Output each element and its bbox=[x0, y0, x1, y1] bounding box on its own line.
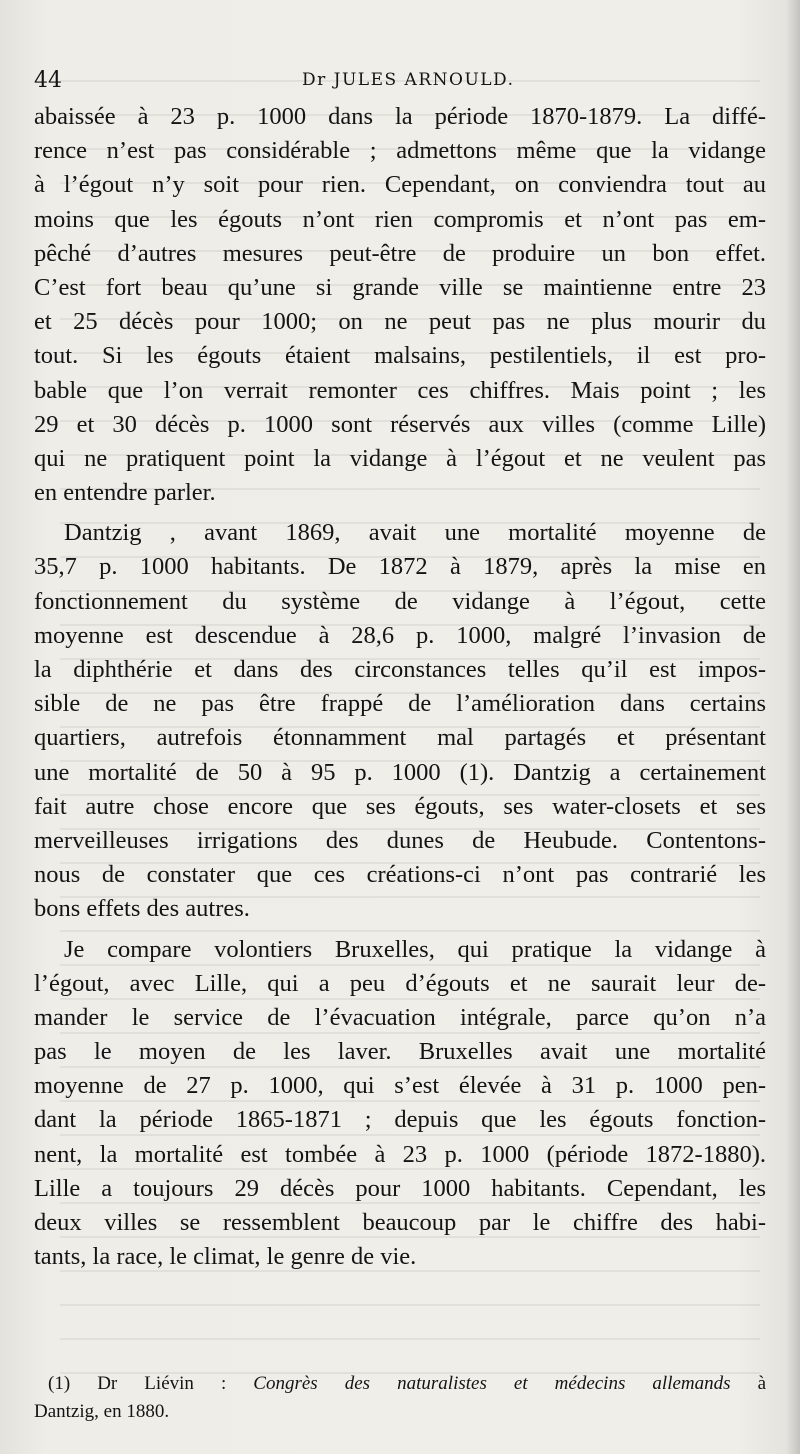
text-line: une mortalité de 50 à 95 p. 1000 (1). Dantzig a certainement bbox=[34, 758, 766, 786]
text-line: la diphthérie et dans des circonstances telles qu’il est impos- bbox=[34, 656, 766, 683]
text-line: bons effets des autres. bbox=[34, 895, 250, 923]
footnote bbox=[34, 1370, 766, 1426]
text-line: tout. Si les égouts étaient malsains, pestilentiels, il est pro- bbox=[34, 342, 766, 370]
running-head: Dr JULES ARNOULD. bbox=[302, 70, 515, 90]
text-line: dant la période 1865-1871 ; depuis que les égouts fonction- bbox=[34, 1106, 766, 1134]
text-line: moyenne est descendue à 28,6 p. 1000, malgré l’invasion de bbox=[34, 621, 766, 649]
text-line: merveilleuses irrigations des dunes de Heubude. Contentons- bbox=[34, 826, 766, 854]
footnote-marker: (1) Dr Liévin : bbox=[48, 1373, 254, 1394]
text-line: rence n’est pas considérable ; admettons même que la vidange bbox=[34, 137, 766, 165]
footnote-line bbox=[34, 1370, 766, 1398]
text-line: fait autre chose encore que ses égouts, ses water-closets et ses bbox=[34, 792, 766, 820]
text-line: tants, la race, le climat, le genre de vie. bbox=[34, 1243, 417, 1271]
text-line: à l’égout n’y soit pour rien. Cependant, on conviendra tout au bbox=[34, 171, 766, 199]
footnote-tail: à bbox=[730, 1373, 767, 1394]
footnote-line: Dantzig, en 1880. bbox=[34, 1401, 170, 1422]
text-line: sible de ne pas être frappé de l’amélioration dans certains bbox=[34, 690, 766, 718]
text-line: pêché d’autres mesures peut-être de produire un bon effet. bbox=[34, 239, 766, 267]
text-line: mander le service de l’évacuation intégrale, parce qu’on n’a bbox=[34, 1003, 766, 1031]
text-line: Lille a toujours 29 décès pour 1000 habitants. Cependant, les bbox=[34, 1174, 766, 1202]
body-text bbox=[34, 100, 766, 1274]
text-line: qui ne pratiquent point la vidange à l’égout et ne veulent pas bbox=[34, 444, 766, 472]
text-line: fonctionnement du système de vidange à l’égout, cette bbox=[34, 587, 766, 615]
text-line: 35,7 p. 1000 habitants. De 1872 à 1879, après la mise en bbox=[34, 553, 766, 581]
text-line: pas le moyen de les laver. Bruxelles avait une mortalité bbox=[34, 1038, 766, 1066]
text-line: C’est fort beau qu’une si grande ville se maintienne entre 23 bbox=[34, 273, 766, 301]
footnote-italic-title: Congrès des naturalistes et médecins allemands bbox=[253, 1373, 731, 1394]
text-line: quartiers, autrefois étonnamment mal partagés et présentant bbox=[34, 724, 766, 752]
text-line: 29 et 30 décès p. 1000 sont réservés aux villes (comme Lille) bbox=[34, 410, 766, 438]
text-line: deux villes se ressemblent beaucoup par le chiffre des habi- bbox=[34, 1209, 766, 1236]
text-line: Dantzig , avant 1869, avait une mortalité moyenne de bbox=[64, 519, 766, 547]
text-line: l’égout, avec Lille, qui a peu d’égouts et ne saurait leur de- bbox=[34, 969, 766, 997]
text-line: Je compare volontiers Bruxelles, qui pratique la vidange à bbox=[64, 935, 766, 963]
text-line: nent, la mortalité est tombée à 23 p. 1000 (période 1872-1880). bbox=[34, 1140, 766, 1168]
page-number: 44 bbox=[34, 68, 62, 93]
text-line: et 25 décès pour 1000; on ne peut pas ne plus mourir du bbox=[34, 308, 766, 336]
text-line: nous de constater que ces créations-ci n’ont pas contrarié les bbox=[34, 861, 766, 889]
text-line: moins que les égouts n’ont rien compromis et n’ont pas em- bbox=[34, 205, 766, 233]
page-spine-shadow bbox=[786, 0, 800, 1454]
text-line: abaissée à 23 p. 1000 dans la période 1870-1879. La diffé- bbox=[34, 103, 766, 130]
text-line: en entendre parler. bbox=[34, 479, 216, 507]
text-line: bable que l’on verrait remonter ces chiffres. Mais point ; les bbox=[34, 376, 766, 404]
text-line: moyenne de 27 p. 1000, qui s’est élevée à 31 p. 1000 pen- bbox=[34, 1072, 766, 1100]
page-header bbox=[34, 68, 764, 98]
